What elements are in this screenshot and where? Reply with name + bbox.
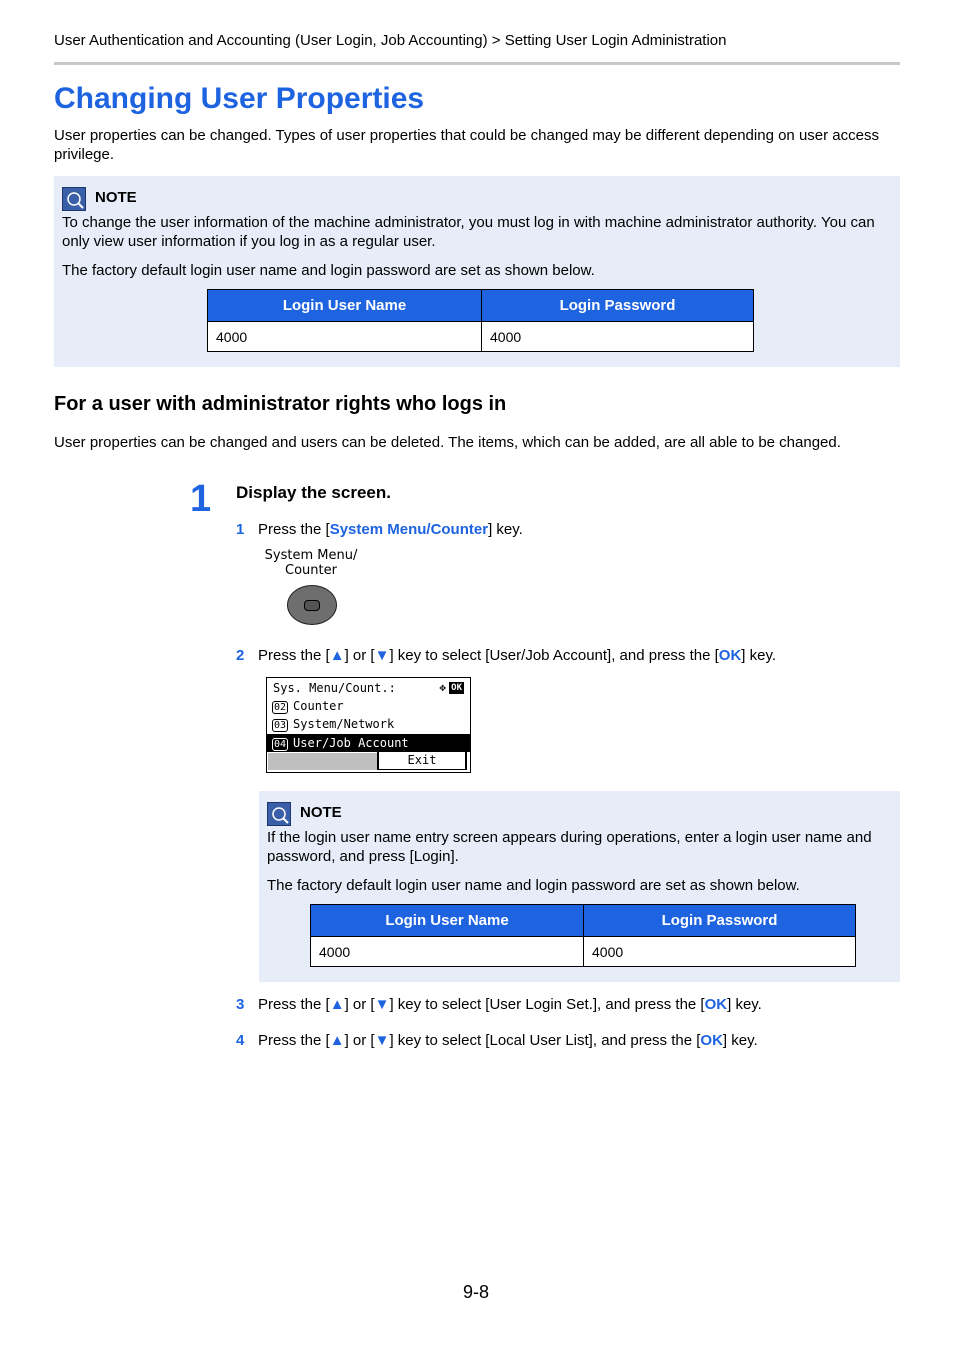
table-cell: 4000 (584, 937, 856, 967)
key-label (262, 548, 360, 578)
lcd-menu-item (267, 697, 470, 715)
lcd-header (267, 679, 470, 697)
intro-paragraph: User properties can be changed. Types of user properties that could be changed may be different depending on user access privilege. (54, 127, 879, 163)
substep-text: Press the [ (258, 1032, 330, 1049)
note-heading: NOTE (95, 189, 137, 206)
substep-text: ] key to select [User Login Set.], and press the [ (389, 996, 705, 1013)
substep (236, 1032, 758, 1049)
note-text: To change the user information of the machine administrator, you must log in with machine administrator authority. You can only view user information if you log in as a regular user. (62, 214, 875, 250)
login-table (310, 904, 856, 967)
up-arrow-icon: ▲ (329, 996, 345, 1013)
substep (236, 521, 523, 538)
lcd-softkey-bar (268, 753, 378, 770)
table-cell: 4000 (208, 322, 482, 352)
substep-text: Press the [ (258, 996, 330, 1013)
lcd-item-number: 02 (274, 702, 287, 713)
ok-key: OK (704, 996, 728, 1013)
substep-text: ] or [ (344, 647, 375, 664)
substep-text: ] or [ (344, 996, 375, 1013)
substep-text: ] key. (722, 1032, 758, 1049)
substep-number: 3 (236, 996, 245, 1013)
down-arrow-icon: ▼ (374, 647, 390, 664)
lcd-item-label: Counter (293, 699, 344, 713)
substep-text: ] key. (727, 996, 762, 1013)
page-number: 9-8 (463, 1282, 490, 1302)
step-number: 1 (190, 478, 212, 520)
note-box (259, 791, 900, 982)
step-title: Display the screen. (236, 483, 391, 502)
key-name: System Menu/Counter (329, 521, 489, 538)
note-text: If the login user name entry screen appears during operations, enter a login user name and password, and press [Login]. (267, 829, 872, 865)
lcd-item-number: 03 (274, 720, 287, 731)
header-divider (54, 62, 900, 65)
note-icon (267, 802, 291, 826)
note-text: The factory default login user name and login password are set as shown below. (62, 262, 595, 279)
section-paragraph: User properties can be changed and users can be deleted. The items, which can be added, are all able to be changed. (54, 434, 841, 451)
substep-text: ] key. (488, 521, 523, 538)
down-arrow-icon: ▼ (374, 996, 390, 1013)
cross-arrows-icon: ✥ (439, 681, 446, 694)
substep-number: 2 (236, 647, 245, 664)
ok-key: OK (718, 647, 742, 664)
substep (236, 647, 776, 664)
substep-text: ] or [ (344, 1032, 375, 1049)
up-arrow-icon: ▲ (329, 647, 345, 664)
substep-number: 1 (236, 521, 245, 538)
system-menu-key-icon (287, 585, 337, 625)
breadcrumb: User Authentication and Accounting (User Login, Job Accounting) > Setting User Login Administration (54, 32, 727, 49)
note-text: The factory default login user name and login password are set as shown below. (267, 877, 800, 894)
substep (236, 996, 762, 1013)
note-box (54, 176, 900, 367)
table-header: Login User Name (208, 290, 482, 322)
substep-text: ] key to select [Local User List], and press the [ (389, 1032, 701, 1049)
down-arrow-icon: ▼ (374, 1032, 390, 1049)
ok-key: OK (700, 1032, 723, 1049)
lcd-item-label: User/Job Account (293, 736, 409, 750)
substep-text: ] key. (741, 647, 777, 664)
substep-text: Press the [ (258, 647, 330, 664)
table-header: Login Password (482, 290, 754, 322)
note-heading: NOTE (300, 804, 342, 821)
key-label-line: Counter (285, 563, 337, 578)
substep-number: 4 (236, 1032, 245, 1049)
up-arrow-icon: ▲ (329, 1032, 345, 1049)
login-table (207, 289, 754, 352)
substep-text: ] key to select [User/Job Account], and press the [ (389, 647, 719, 664)
substep-text: Press the [ (258, 521, 330, 538)
lcd-item-number: 04 (274, 739, 287, 750)
lcd-header-text: Sys. Menu/Count.: (273, 681, 396, 695)
note-icon (62, 187, 86, 211)
ok-icon: OK (451, 683, 462, 693)
page-title: Changing User Properties (54, 82, 425, 115)
lcd-exit-softkey: Exit (377, 752, 467, 770)
lcd-menu-item (267, 715, 470, 733)
lcd-menu-item-selected (267, 734, 470, 752)
lcd-screen (266, 677, 471, 773)
table-cell: 4000 (482, 322, 754, 352)
lcd-item-label: System/Network (293, 717, 395, 731)
section-heading: For a user with administrator rights who logs in (54, 393, 507, 415)
table-header: Login User Name (311, 905, 584, 937)
table-header: Login Password (584, 905, 856, 937)
key-label-line: System Menu/ (264, 548, 358, 563)
table-cell: 4000 (311, 937, 584, 967)
